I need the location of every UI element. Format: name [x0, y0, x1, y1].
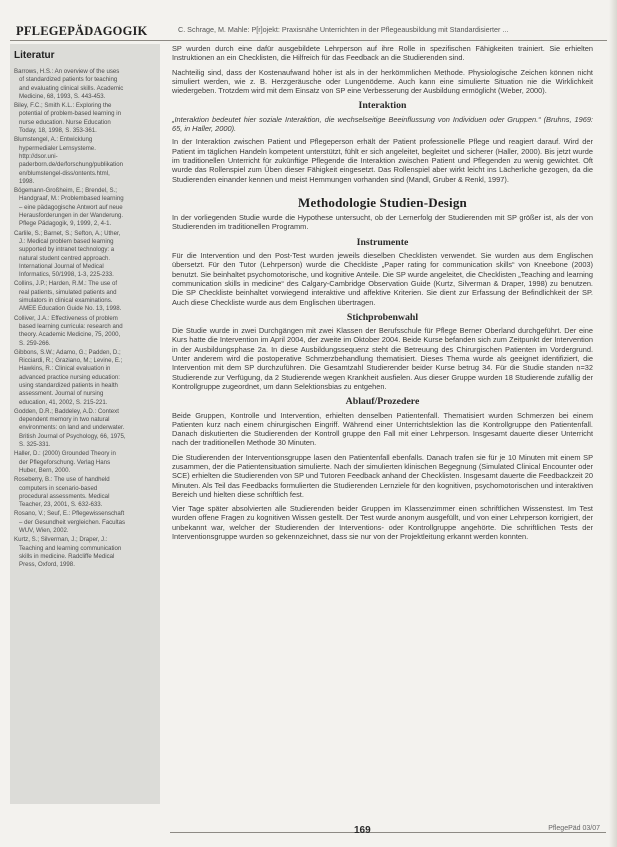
- paragraph: In der Interaktion zwischen Patient und Pflegeperson erhält der Patient professionelle Pflege und reagiert darauf. Wird der Patient im täglichen Handeln kompetent unterstützt, fühlt er sich angeleitet, begleitet und sicherer (Haller, 2000). Bis jetzt wurde im traditionellen Unterricht für zukünftige Pflegende die Interaktion zwischen Patient und Pflegenden zu wenig gewichtet. Oft wurde das Rollenspiel zum Üben dieser Fähigkeit eingesetzt. Das Rollenspiel aber wirkt leicht ins Lächerliche gezogen, da die Studierenden einander kennen und meist Hemmungen vorhanden sind (Mandl, Gruber & Renkl, 1997).: [172, 137, 593, 184]
- page-number: 169: [354, 825, 371, 836]
- paragraph: Nachteilig sind, dass der Kostenaufwand höher ist als in der herkömmlichen Methode. Physiologische Zeichen können nicht simuliert werden, wie z. B. Herzgeräusche oder Lungenödeme. Auch kann eine simulierte Situation nie die Wirklichkeit wiedergeben. Trotzdem wird mit dem Einsatz von SP eine Verbesserung der Ausbildung ermöglicht (Weber, 2000).: [172, 67, 593, 96]
- reference-item: Rosano, V.; Seuf, E.: Pflegewissenschaft – der Gesundheit vergleichen. Facultas WUV, Wien, 2002.: [14, 510, 126, 535]
- reference-item: Blumstengel, A.: Entwicklung hypermedialer Lernsysteme. http://dsor.uni-paderborn.de/de/forschung/publikationen/blumstengel-diss/ontents.html, 1998.: [14, 136, 124, 185]
- issue-label: PflegePäd 03/07: [548, 825, 600, 832]
- running-head: C. Schrage, M. Mahle: P[r]ojekt: Praxisnähe Unterrichten in der Pflegeausbildung mit Standardisierter ...: [178, 25, 509, 34]
- section-heading-ablauf: Ablauf/Prozedere: [345, 396, 420, 408]
- paragraph: Für die Intervention und den Post-Test wurden jeweils dieselben Checklisten verwendet. Sie wurden aus dem Englischen übersetzt. Für den Tutor (Lehrperson) wurde die Checkliste „Paper rating for communication skills“ von Kneebone (2003) benutzt. Sie beinhaltet psychomotorische, und kognitive Anteile. Die SP wurde angeleitet, die Checklisten „Teaching and learning communication skills in medicine“ des Calgary-Cambridge Observation Guide (Kurtz, Silverman & Draper, 1998) zu benutzen. Die SP Checkliste beinhaltet vorwiegend interaktive und affektive Kriterien. Sie dient zur Erfassung der Befindlichkeit der SP. Auch diese Checkliste wurde aus dem Englischen übertragen.: [172, 251, 593, 307]
- paragraph: SP wurden durch eine dafür ausgebildete Lehrperson auf ihre Rolle in spezifischen Fähigkeiten trainiert. Sie erhielten Instruktionen an ein Checklisten, die Hilfreich für das Feedback an die Studierenden sind.: [172, 44, 593, 63]
- reference-item: Godden, D.R.; Baddeley, A.D.: Context dependent memory in two natural environments: on land and underwater. British Journal of Psychology, 66, 1975, S. 325-331.: [14, 407, 126, 449]
- section-heading-methodologie: Methodologie Studien-Design: [298, 194, 467, 210]
- reference-item: Biley, F.C.; Smith K.L.: Exploring the potential of problem-based learning in nurse education. Nurse Education Today, 18, 1998, S. 353-361.: [14, 102, 121, 135]
- reference-item: Colliver, J.A.: Effectiveness of problem based learning curricula: research and theory. Academic Medicine, 75, 2000, S. 259-266.: [14, 314, 123, 347]
- quote: „Interaktion bedeutet hier soziale Interaktion, die wechselseitige Beeinflussung von Individuen oder Gruppen.“ (Bruhns, 1969: 65, in Haller, 2000).: [172, 114, 593, 134]
- header-rule: [10, 40, 607, 41]
- scan-edge-shadow: [609, 0, 617, 847]
- section-heading-stichprobenwahl: Stichprobenwahl: [346, 311, 419, 323]
- reference-item: Gibbons, S.W.; Adamo, G.; Padden, D.; Ricciardi, R.; Graziano, M.; Levine, E.; Hawkins, R.: Clinical evaluation in advanced practice nursing education: using standardized patients in health assessment. Journal of nursing education, 41, 2002, S. 215-221.: [14, 348, 123, 406]
- paragraph: Vier Tage später absolvierten alle Studierenden beider Gruppen im Klassenzimmer einen schriftlichen Wissenstest. Im Test wurden offene Fragen zu kognitiven Wissen gestellt. Der Test wurde anonym ausgefüllt, und von einer Lehrperson korrigiert, der unbekannt war, welcher der Studierenden der Interventions- oder Kontrollgruppe angehörte. Die schriftlichen Tests der Interventionsgruppe wurden so gekennzeichnet, dass sie nur von der Projektleitung erkannt werden konnten.: [172, 504, 593, 542]
- reference-list: [14, 68, 126, 571]
- sidebar-title: Literatur: [14, 50, 55, 61]
- paragraph: Die Studierenden der Interventionsgruppe lasen den Patientenfall ebenfalls. Danach trafen sie für je 10 Minuten mit einem SP zusammen, der die Patientensituation simulierte. Nach der simulierten klinischen Begegnung (Simulated Clinical Encounter oder SCE) erhielten die Studierenden von SP und Tutoren Feedback anhand der Checklisten. Insgesamt dauerte die Feedbackzeit 20 Minuten. Als Teil das Feedbacks formulierten die Studierenden Lernziele für den kognitiven, psychomotorischen und interaktiven Bereich und hielten diese schriftlich fest.: [172, 452, 593, 499]
- reference-item: Roseberry, B.: The use of handheld computers in scenario-based procedural assessments. Medical Teacher, 23, 2001, S. 632-633.: [14, 476, 110, 509]
- section-heading-instrumente: Instrumente: [356, 236, 409, 248]
- reference-item: Haller, D.: (2000) Grounded Theory in der Pflegeforschung. Verlag Hans Huber, Bern, 2000.: [14, 450, 116, 474]
- paragraph: In der vorliegenden Studie wurde die Hypothese untersucht, ob der Lernerfolg der Studierenden mit SP größer ist, als der von Studierenden im traditionellen Programm.: [172, 213, 593, 232]
- article-body: [172, 44, 593, 820]
- reference-item: Collins, J.P.; Harden, R.M.: The use of real patients, simulated patients and simulators in clinical examinations. AMEE Education Guide No. 13, 1998.: [14, 280, 122, 313]
- page-header: [10, 24, 607, 40]
- reference-item: Bögemann-Großheim, E.; Brendel, S.; Handgraaf, M.: Problembased learning – eine pädagogische Antwort auf neue Herausforderungen in der Wanderung. Pflege Pädagogik, 9, 1999, 2, 4-1.: [14, 187, 124, 228]
- paragraph: Beide Gruppen, Kontrolle und Intervention, erhielten denselben Patientenfall. Thematisiert wurden Schmerzen bei einem Patienten kurz nach einem chirurgischen Eingriff. Während einer Unterrichtslektion las die Kontrollgruppe den Patientenfall. Danach diskutierten die Studierenden der Kontroll gruppe den Fall mit einer Lehrperson. Insgesamt dauerte dieser Unterricht nach der traditionellen Methode 30 Minuten.: [172, 410, 593, 448]
- page-footer: [168, 825, 608, 844]
- reference-item: Barrows, H.S.: An overview of the uses of standardized patients for teaching and evaluating clinical skills. Academic Medicine, 68, 1993, S. 443-453.: [14, 68, 124, 100]
- journal-name: PFLEGEPÄDAGOGIK: [16, 24, 148, 38]
- reference-item: Carlile, S.; Barnet, S.; Sefton, A.; Uther, J.: Medical problem based learning supported by intranet technology: a natural student centred approach. International Journal of Medical Informatics, 50/1998, 1-3, 225-233.: [14, 229, 121, 279]
- literature-sidebar: [10, 44, 160, 804]
- reference-item: Kurtz, S.; Silverman, J.; Draper, J.: Teaching and learning communication skills in medicine. Radcliffe Medical Press, Oxford, 1998.: [14, 536, 122, 569]
- footer-rule: [170, 832, 606, 833]
- section-heading-interaktion: Interaktion: [358, 100, 407, 112]
- paragraph: Die Studie wurde in zwei Durchgängen mit zwei Klassen der Berufsschule für Pflege Berner Oberland durchgeführt. Der eine Kurs hatte die Intervention im April 2004, der zweite im Oktober 2004. Beide Kurse befanden sich zum Zeitpunkt der Intervention in der Ausbildungsphase 2a. In diese Ausbildungssequenz steht die Betreuung des Chirurgischen Patienten im Vordergrund. Unter anderem wird die postoperative Schmerzbehandlung thematisiert. Dieses Thema wurde als geeignet identifiziert, die Intervention mit dem SP durchzuführen. Die Gesamtzahl Studierender beider Kurse betrug 34. Für die Studie standen n=32 Studierende zur Verfügung, da 2 Studierende wegen Krankheit ausfielen. Aus dieser Gruppe wurden 18 Studierende zufällig der Kontrollgruppe zugeordnet, um dann Selektionsbias zu entgehen.: [172, 326, 593, 391]
